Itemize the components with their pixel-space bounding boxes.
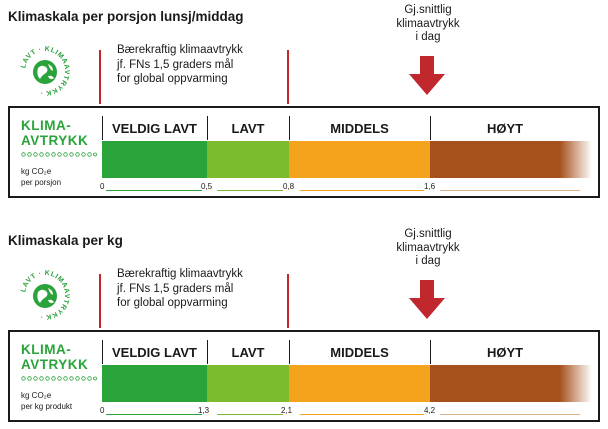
tick-label: 4,2 xyxy=(424,406,436,415)
range-underline xyxy=(217,190,283,191)
bar-low xyxy=(207,365,289,402)
category-very-low: VELDIG LAVT xyxy=(112,121,197,136)
range-underline xyxy=(440,414,580,415)
tick-label: 1,3 xyxy=(198,406,210,415)
category-low: LAVT xyxy=(231,345,265,360)
svg-text:LAVT · KLIMAAVTRYKK ·: LAVT · KLIMAAVTRYKK · xyxy=(20,45,71,97)
climate-scale-per-portion xyxy=(0,0,608,205)
scale-title: Klimaskala per porsjon lunsj/middag xyxy=(8,9,244,24)
unit-label: kg CO₂e per kg produkt xyxy=(21,391,73,411)
category-divider xyxy=(207,116,208,140)
brand-label: KLIMA- AVTRYKK xyxy=(21,118,89,148)
bar-medium xyxy=(289,365,430,402)
category-very-low: VELDIG LAVT xyxy=(112,345,197,360)
sustainable-marker-left xyxy=(99,274,101,328)
tick-label: 0,8 xyxy=(283,182,295,191)
bar-high xyxy=(430,365,592,402)
tick-label: 0,5 xyxy=(201,182,213,191)
svg-text:LAVT · KLIMAAVTRYKK ·: LAVT · KLIMAAVTRYKK · xyxy=(20,269,71,321)
globe-leaf-icon xyxy=(18,268,72,322)
category-divider xyxy=(430,116,431,140)
globe-leaf-icon xyxy=(18,44,72,98)
sustainable-marker-right xyxy=(287,50,289,104)
down-arrow-icon xyxy=(408,280,446,320)
range-underline xyxy=(106,190,202,191)
brand-label: KLIMA- AVTRYKK xyxy=(21,342,89,372)
bar-very-low xyxy=(102,141,207,178)
category-divider xyxy=(430,340,431,364)
sustainable-marker-right xyxy=(287,274,289,328)
category-divider xyxy=(102,340,103,364)
climate-scale-per-kg xyxy=(0,224,608,429)
range-underline xyxy=(300,190,424,191)
category-medium: MIDDELS xyxy=(330,121,389,136)
category-divider xyxy=(207,340,208,364)
average-footprint-label: Gj.snittlig klimaavtrykk i dag xyxy=(396,4,460,43)
scale-title: Klimaskala per kg xyxy=(8,233,123,248)
bar-medium xyxy=(289,141,430,178)
sustainable-marker-left xyxy=(99,50,101,104)
down-arrow-icon xyxy=(408,56,446,96)
category-high: HØYT xyxy=(486,121,524,136)
brand-pattern xyxy=(21,152,97,157)
tick-label: 2,1 xyxy=(281,406,293,415)
range-underline xyxy=(300,414,424,415)
brand-pattern xyxy=(21,376,97,381)
range-underline xyxy=(217,414,283,415)
tick-label: 1,6 xyxy=(424,182,436,191)
category-divider xyxy=(289,116,290,140)
category-high: HØYT xyxy=(486,345,524,360)
scale-panel xyxy=(8,330,600,422)
category-divider xyxy=(289,340,290,364)
range-underline xyxy=(440,190,580,191)
category-low: LAVT xyxy=(231,121,265,136)
bar-low xyxy=(207,141,289,178)
average-footprint-label: Gj.snittlig klimaavtrykk i dag xyxy=(396,228,460,267)
tick-label: 0 xyxy=(100,406,105,415)
scale-panel xyxy=(8,106,600,198)
bar-high xyxy=(430,141,592,178)
tick-label: 0 xyxy=(100,182,105,191)
category-divider xyxy=(102,116,103,140)
bar-very-low xyxy=(102,365,207,402)
range-underline xyxy=(106,414,202,415)
category-medium: MIDDELS xyxy=(330,345,389,360)
sustainable-footprint-note: Bærekraftig klimaavtrykk jf. FNs 1,5 graders mål for global oppvarming xyxy=(117,268,243,309)
unit-label: kg CO₂e per porsjon xyxy=(21,167,62,187)
sustainable-footprint-note: Bærekraftig klimaavtrykk jf. FNs 1,5 graders mål for global oppvarming xyxy=(117,44,243,85)
